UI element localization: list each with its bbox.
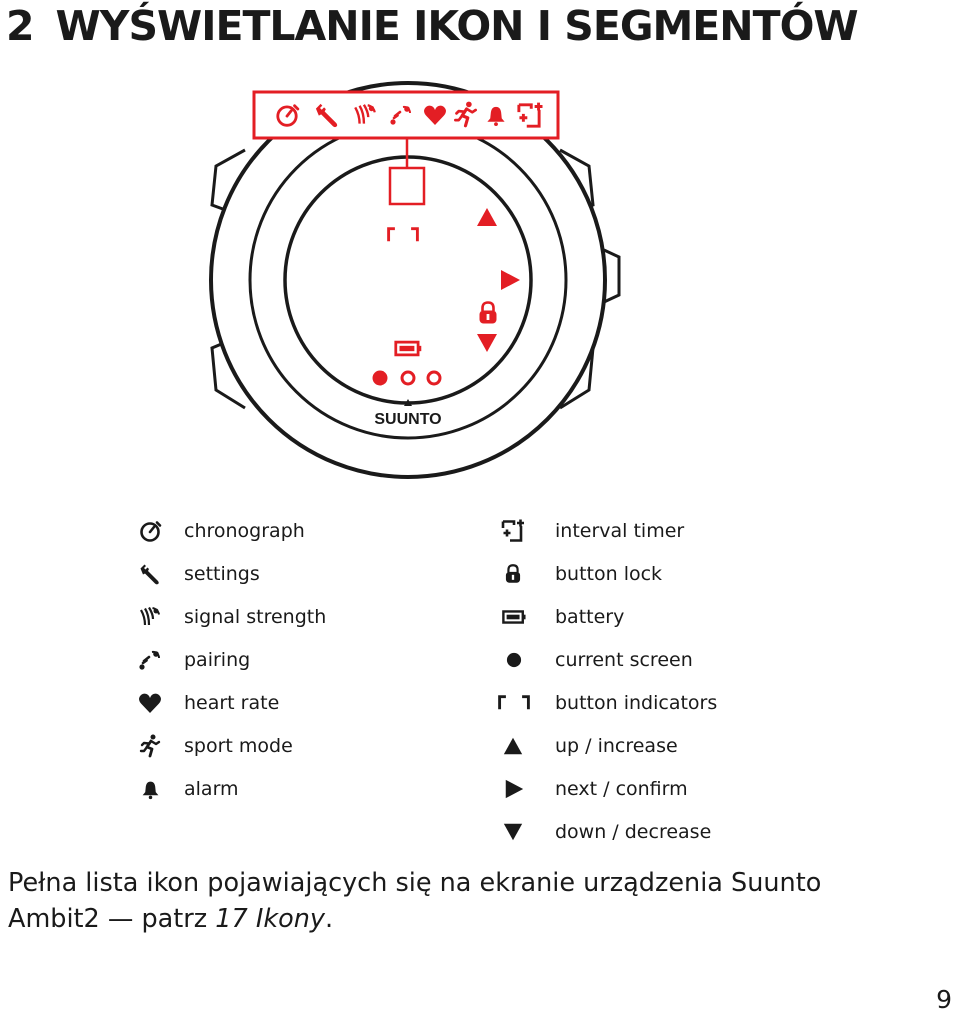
runner-icon <box>134 734 168 758</box>
watch-brand: SUUNTO <box>374 411 442 428</box>
legend-label: up / increase <box>555 735 678 757</box>
screen-dot-3 <box>428 372 440 384</box>
legend-label: next / confirm <box>555 778 688 800</box>
padlock-icon <box>496 562 530 586</box>
legend-item <box>496 641 816 684</box>
legend-label: alarm <box>184 778 239 800</box>
pairing-icon <box>134 648 168 672</box>
legend-item <box>134 684 454 727</box>
body-text-end: . <box>324 904 334 934</box>
legend-item <box>134 641 454 684</box>
page-number: 9 <box>936 985 952 1014</box>
icons-chapter-link[interactable]: 17 Ikony <box>215 904 325 934</box>
legend-label: down / decrease <box>555 821 712 843</box>
heart-icon <box>134 691 168 715</box>
legend-label: pairing <box>184 649 251 671</box>
corner-brackets-icon <box>496 691 530 715</box>
current-screen-dot <box>373 371 388 386</box>
legend-label: heart rate <box>184 692 280 714</box>
legend-item <box>134 555 454 598</box>
section-number: 2 <box>6 2 34 50</box>
triangle-right-icon <box>496 777 530 801</box>
legend-item <box>134 727 454 770</box>
triangle-up-icon <box>496 734 530 758</box>
icon-strip-frame <box>254 92 558 138</box>
legend-label: button lock <box>555 563 663 585</box>
legend-label: battery <box>555 606 625 628</box>
icon-segment-box <box>390 168 424 204</box>
icon-legend-right <box>496 512 816 856</box>
legend-label: sport mode <box>184 735 293 757</box>
icon-legend-left <box>134 512 454 813</box>
chronograph-icon <box>134 519 168 543</box>
battery-icon <box>496 605 530 629</box>
body-text: Pełna lista ikon pojawiających się na ekranie urządzenia Suunto Ambit2 — patrz <box>8 868 822 934</box>
bell-icon <box>134 777 168 801</box>
legend-label: signal strength <box>184 606 327 628</box>
body-paragraph <box>8 865 908 937</box>
legend-item <box>496 770 816 813</box>
legend-label: button indicators <box>555 692 718 714</box>
legend-item <box>496 727 816 770</box>
legend-item <box>496 512 816 555</box>
filled-dot-icon <box>496 648 530 672</box>
legend-item <box>496 598 816 641</box>
screen-dot-2 <box>402 372 414 384</box>
watch-diagram <box>0 0 960 500</box>
legend-label: chronograph <box>184 520 305 542</box>
wrench-icon <box>134 562 168 586</box>
signal-strength-icon <box>134 605 168 629</box>
legend-label: settings <box>184 563 260 585</box>
triangle-down-icon <box>496 820 530 844</box>
legend-item <box>134 598 454 641</box>
legend-item <box>496 684 816 727</box>
legend-item <box>496 813 816 856</box>
legend-label: interval timer <box>555 520 685 542</box>
legend-item <box>134 512 454 555</box>
legend-label: current screen <box>555 649 693 671</box>
section-title: WYŚWIETLANIE IKON I SEGMENTÓW <box>55 2 858 50</box>
legend-item <box>134 770 454 813</box>
interval-timer-icon <box>496 519 530 543</box>
legend-item <box>496 555 816 598</box>
